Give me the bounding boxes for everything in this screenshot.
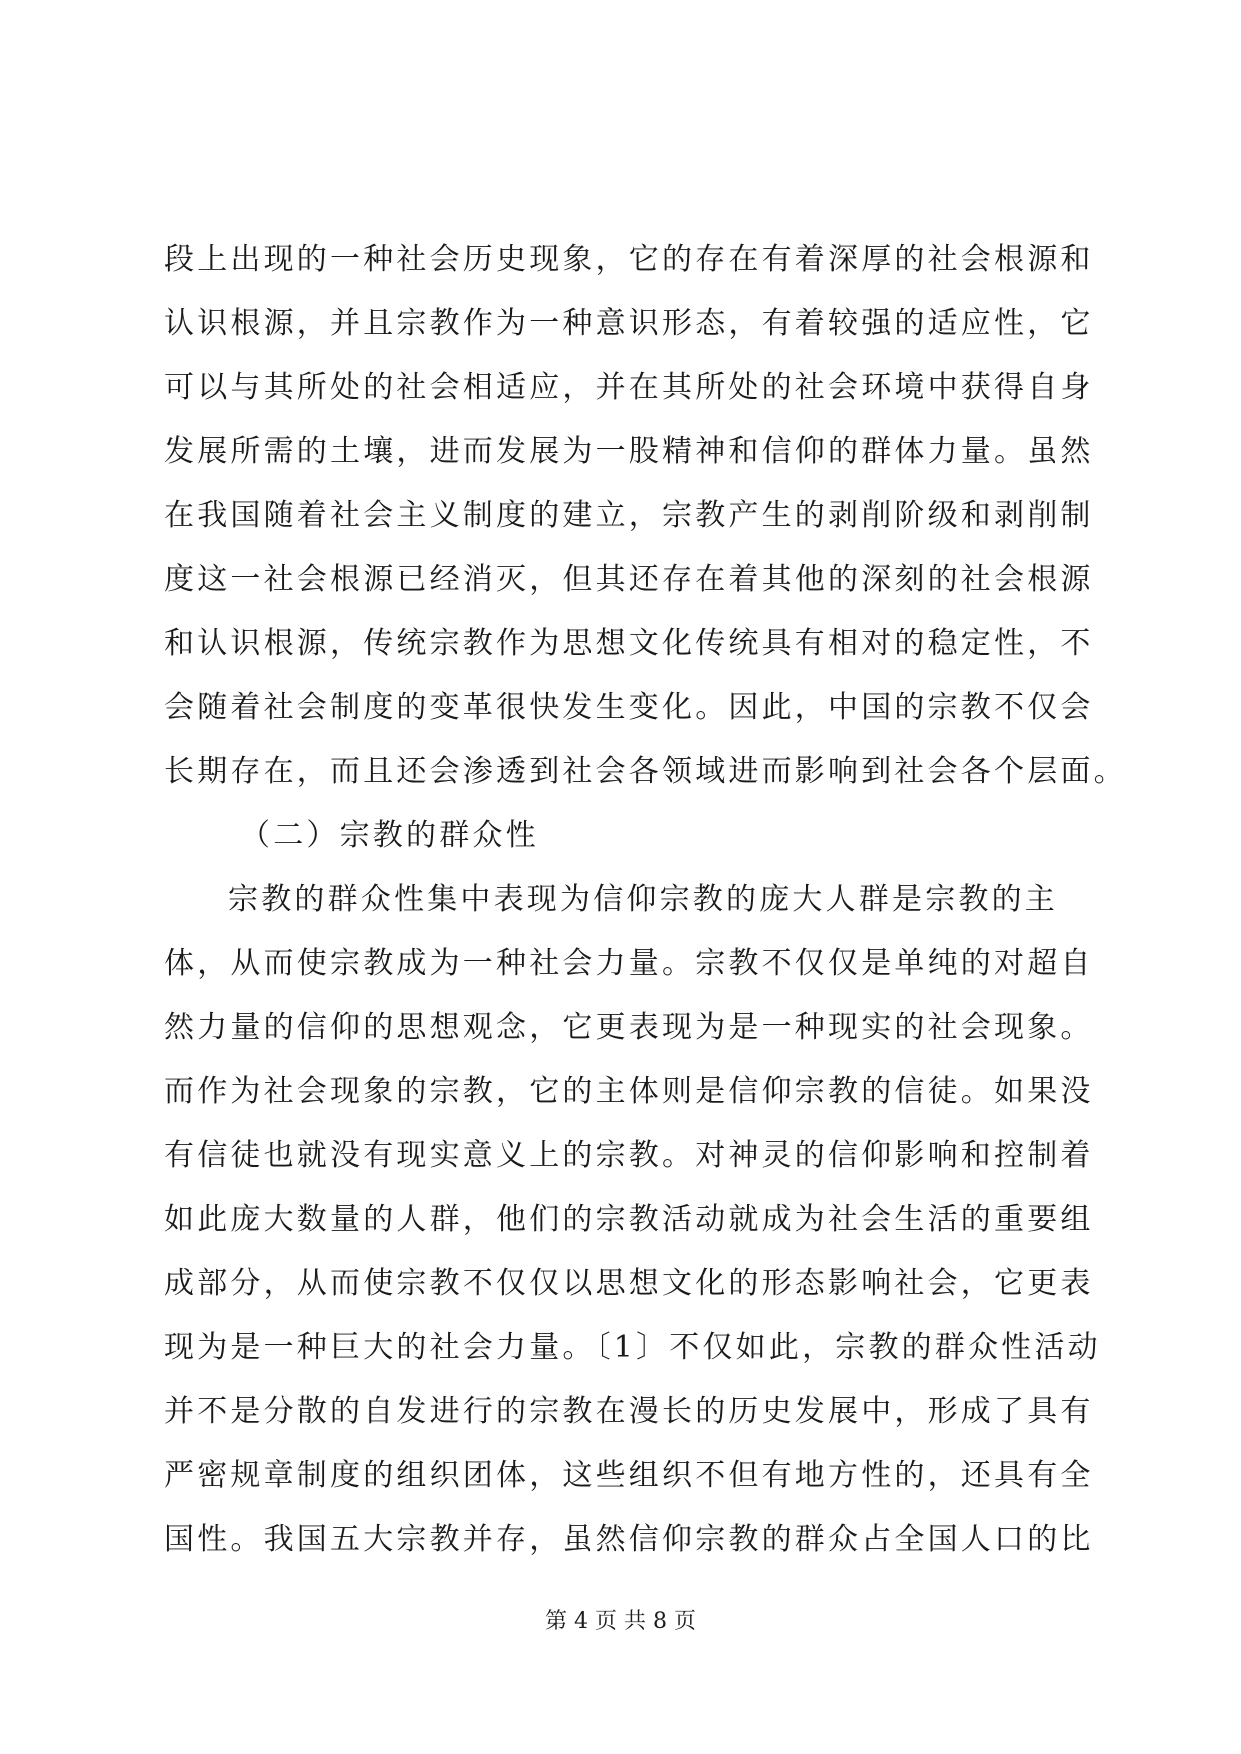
text-line: 发展所需的土壤，进而发展为一股精神和信仰的群体力量。虽然 bbox=[164, 434, 1094, 469]
text-line: 度这一社会根源已经消灭，但其还存在着其他的深刻的社会根源 bbox=[164, 562, 1094, 597]
section-heading: （二）宗教的群众性 bbox=[240, 818, 539, 853]
text-line: 国性。我国五大宗教并存，虽然信仰宗教的群众占全国人口的比 bbox=[164, 1522, 1094, 1557]
text-line: 长期存在，而且还会渗透到社会各领域进而影响到社会各个层面。 bbox=[164, 754, 1127, 789]
text-line: 成部分，从而使宗教不仅仅以思想文化的形态影响社会，它更表 bbox=[164, 1266, 1094, 1301]
text-line: 严密规章制度的组织团体，这些组织不但有地方性的，还具有全 bbox=[164, 1458, 1094, 1493]
paragraph-first-line: 宗教的群众性集中表现为信仰宗教的庞大人群是宗教的主 bbox=[228, 882, 1058, 917]
text-line: 可以与其所处的社会相适应，并在其所处的社会环境中获得自身 bbox=[164, 370, 1094, 405]
text-line: 在我国随着社会主义制度的建立，宗教产生的剥削阶级和剥削制 bbox=[164, 498, 1094, 533]
text-line: 和认识根源，传统宗教作为思想文化传统具有相对的稳定性，不 bbox=[164, 626, 1094, 661]
text-line: 有信徒也就没有现实意义上的宗教。对神灵的信仰影响和控制着 bbox=[164, 1138, 1094, 1173]
text-line: 而作为社会现象的宗教，它的主体则是信仰宗教的信徒。如果没 bbox=[164, 1074, 1094, 1109]
page-number-footer: 第 4 页 共 8 页 bbox=[545, 1609, 696, 1634]
text-line: 如此庞大数量的人群，他们的宗教活动就成为社会生活的重要组 bbox=[164, 1202, 1094, 1237]
text-line: 会随着社会制度的变革很快发生变化。因此，中国的宗教不仅会 bbox=[164, 690, 1094, 725]
text-line: 认识根源，并且宗教作为一种意识形态，有着较强的适应性，它 bbox=[164, 306, 1094, 341]
text-line: 然力量的信仰的思想观念，它更表现为是一种现实的社会现象。 bbox=[164, 1010, 1094, 1045]
text-line: 并不是分散的自发进行的宗教在漫长的历史发展中，形成了具有 bbox=[164, 1394, 1094, 1429]
text-line: 体，从而使宗教成为一种社会力量。宗教不仅仅是单纯的对超自 bbox=[164, 946, 1094, 981]
text-line: 段上出现的一种社会历史现象，它的存在有着深厚的社会根源和 bbox=[164, 242, 1094, 277]
document-body bbox=[164, 228, 1127, 1572]
text-line: 现为是一种巨大的社会力量。〔1〕不仅如此，宗教的群众性活动 bbox=[164, 1330, 1101, 1365]
